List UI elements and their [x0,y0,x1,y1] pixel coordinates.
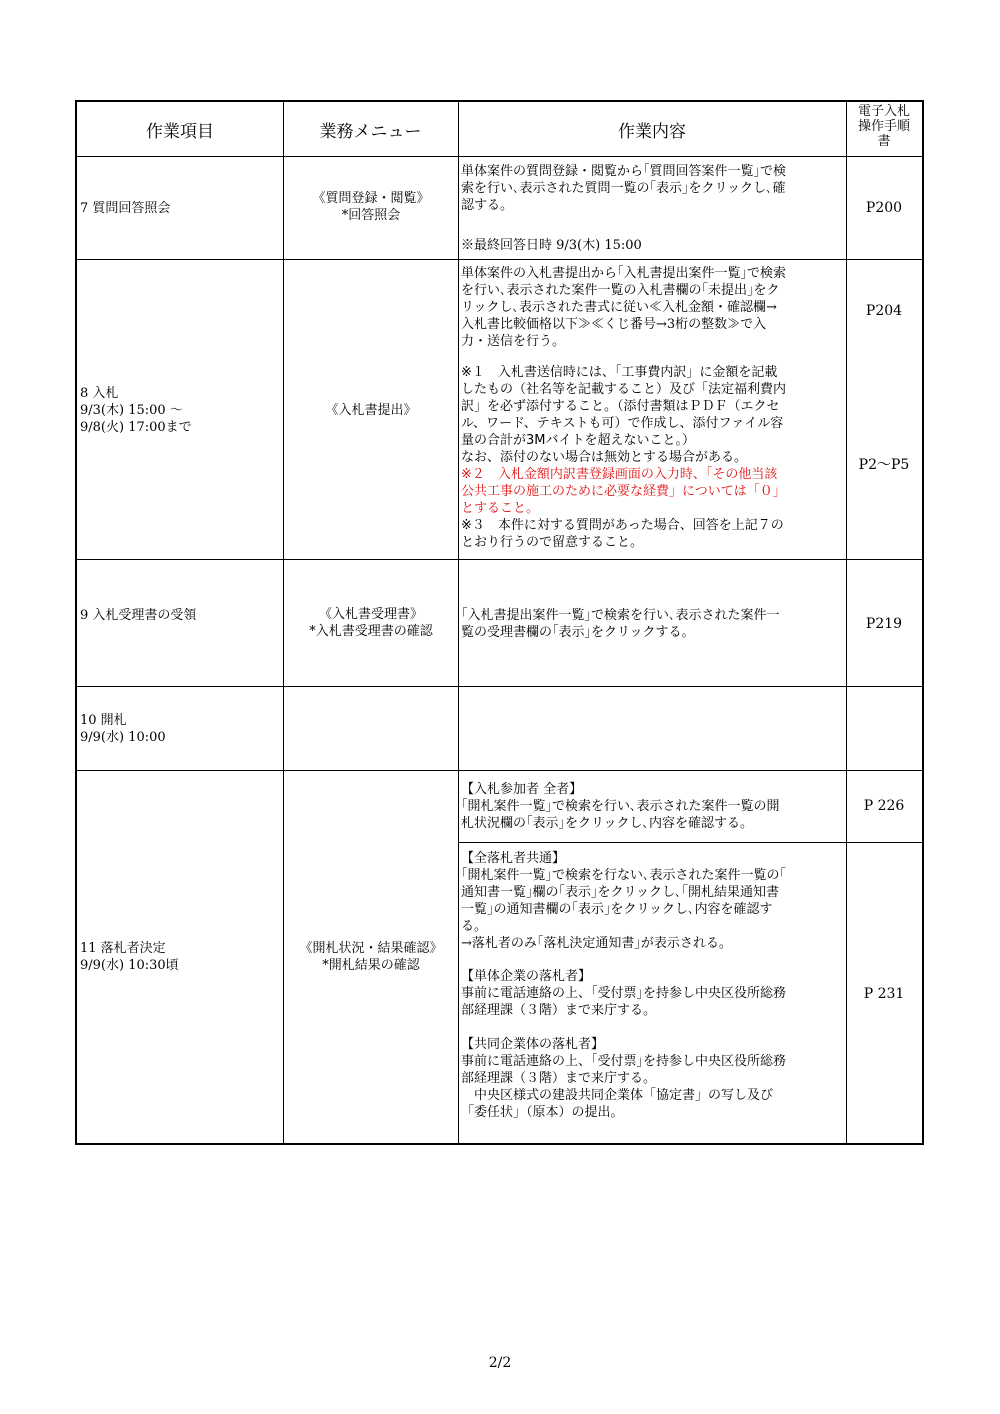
row-divider [77,559,922,560]
row8-note1: ※１ 入札書送信時には、「工事費内訳」に金額を記載 したもの（社名等を記載すること）及び「法定福利費内 訳」を必ず添付すること。（添付書類はＰＤＦ（エクセ ル、ワード、テキストも可）で作成し、添付ファイル容 量の合計が3Mバイトを超えないこと。） なお、添付のない場合は無効とする場合がある。 [461,365,787,465]
row11-content-all: 【入札参加者 全者】 ｢開札案件一覧｣で検索を行い､表示された案件一覧の開 札状況欄の｢表示｣をクリックし､内容を確認する。 [461,782,780,831]
row9-manual-ref: P219 [865,616,903,632]
row8-manual-ref1: P204 [865,303,903,319]
row7-note: ※最終回答日時 9/3(木) 15:00 [461,238,642,253]
row-divider [77,686,922,687]
row9-content: ｢入札書提出案件一覧｣で検索を行い､表示された案件一 覧の受理書欄の｢表示｣をクリックする。 [461,608,780,640]
row9-item: 9 入札受理書の受領 [80,608,197,623]
row-divider [77,259,922,260]
header-business-menu: 業務メニュー [319,121,422,142]
row11-content-single: 【単体企業の落札者】 事前に電話連絡の上、｢受付票｣を持参し中央区役所総務 部経理課（３階）まで来庁する。 [461,969,787,1018]
row8-manual-ref2: P2～P5 [858,457,910,473]
row7-manual-ref: P200 [865,200,903,216]
row11-manual-ref-b: P 231 [863,986,905,1002]
sub-row-divider [458,842,922,843]
row7-content: 単体案件の質問登録・閲覧から｢質問回答案件一覧｣で検 索を行い､表示された質問一覧の｢表示｣をクリックし､確 認する。 [461,164,787,213]
row11-content-jv: 【共同企業体の落札者】 事前に電話連絡の上、｢受付票｣を持参し中央区役所総務 部経理課（３階）まで来庁する。 中央区様式の建設共同企業体「協定書」の写し及び 「委任状」（原本）の提出。 [461,1037,787,1120]
header-work-item: 作業項目 [146,121,214,142]
row8-content: 単体案件の入札書提出から｢入札書提出案件一覧｣で検索 を行い､表示された案件一覧の入札書欄の｢未提出｣をク リックし､表示された書式に従い≪入札金額・確認欄→ 入札書比較価格以下≫≪くじ番号→3桁の整数≫で入 力・送信を行う。 [461,266,787,349]
row11-content-common: 【全落札者共通】 ｢開札案件一覧｣で検索を行ない､表示された案件一覧の｢ 通知書一覧｣欄の｢表示｣をクリックし､｢開札結果通知書 一覧｣の通知書欄の｢表示｣をクリックし､内容を確認す る。 →落札者のみ｢落札決定通知書｣が表示される。 [461,851,787,951]
page-number: 2/2 [488,1355,512,1371]
row8-item: 8 入札 9/3(木) 15:00 ～ 9/8(火) 17:00まで [80,386,192,435]
row11-item: 11 落札者決定 9/9(水) 10:30頃 [80,941,179,973]
row11-menu: 《開札状況・結果確認》 *開札結果の確認 [299,941,443,973]
row11-manual-ref-a: P 226 [863,798,905,814]
row10-item: 10 開札 9/9(水) 10:00 [80,713,166,745]
row7-menu: 《質問登録・閲覧》 *回答照会 [312,191,430,223]
row9-menu: 《入札書受理書》 *入札書受理書の確認 [309,607,433,639]
header-manual: 電子入札 操作手順 書 [857,104,910,149]
row-divider [77,770,922,771]
row8-note2: ※２ 入札金額内訳書登録画面の入力時、「その他当該 公共工事の施工のために必要な経費」については「０」 とすること。 [461,467,786,516]
row-divider [77,156,922,157]
procedure-table [75,100,924,1145]
row8-menu: 《入札書提出》 [325,403,417,418]
row7-item: 7 質問回答照会 [80,201,171,216]
row8-note3: ※３ 本件に対する質問があった場合、回答を上記７の とおり行うので留意すること。 [461,518,784,550]
header-work-content: 作業内容 [618,121,686,142]
